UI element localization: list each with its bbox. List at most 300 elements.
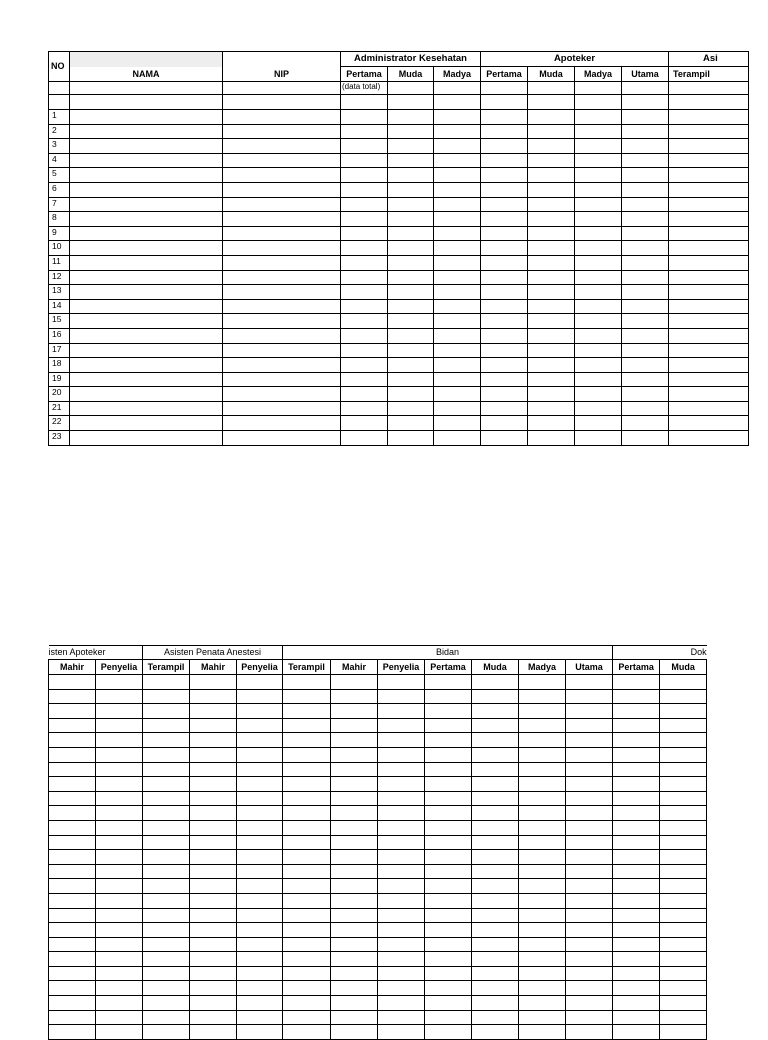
table-cell[interactable] (622, 270, 669, 285)
table-cell[interactable] (434, 95, 481, 110)
table-cell[interactable] (669, 401, 749, 416)
table-cell[interactable] (434, 285, 481, 300)
table-cell[interactable] (566, 893, 613, 908)
table-cell[interactable] (519, 879, 566, 894)
table-cell[interactable] (49, 981, 96, 996)
table-cell[interactable] (519, 791, 566, 806)
table-cell[interactable] (237, 806, 283, 821)
table-cell[interactable] (70, 358, 223, 373)
table-cell[interactable] (96, 1010, 143, 1025)
table-cell[interactable] (49, 952, 96, 967)
table-cell[interactable] (190, 689, 237, 704)
table-cell[interactable] (237, 908, 283, 923)
table-cell[interactable] (331, 791, 378, 806)
table-cell[interactable] (472, 689, 519, 704)
table-cell[interactable] (528, 285, 575, 300)
table-cell[interactable] (388, 124, 434, 139)
table-cell[interactable] (237, 923, 283, 938)
table-cell[interactable] (425, 791, 472, 806)
table-cell[interactable] (223, 95, 341, 110)
table-cell[interactable] (331, 966, 378, 981)
table-cell[interactable] (70, 431, 223, 446)
table-cell[interactable] (472, 996, 519, 1011)
table-cell[interactable] (49, 820, 96, 835)
table-cell[interactable] (434, 197, 481, 212)
table-cell[interactable] (331, 937, 378, 952)
table-cell[interactable] (613, 806, 660, 821)
table-cell[interactable] (143, 704, 190, 719)
table-cell[interactable] (388, 314, 434, 329)
table-cell[interactable] (49, 777, 96, 792)
table-cell[interactable] (575, 168, 622, 183)
table-cell[interactable] (434, 372, 481, 387)
table-cell[interactable] (237, 864, 283, 879)
table-cell[interactable] (519, 908, 566, 923)
table-cell[interactable] (481, 431, 528, 446)
table-cell[interactable] (566, 762, 613, 777)
table-cell[interactable] (425, 966, 472, 981)
table-cell[interactable] (143, 675, 190, 690)
table-cell[interactable] (481, 270, 528, 285)
table-cell[interactable] (669, 82, 749, 95)
table-cell[interactable] (96, 908, 143, 923)
table-cell[interactable] (669, 182, 749, 197)
table-cell[interactable] (434, 416, 481, 431)
table-cell[interactable] (528, 343, 575, 358)
table-cell[interactable] (472, 704, 519, 719)
table-cell[interactable] (70, 401, 223, 416)
table-cell[interactable] (660, 923, 707, 938)
table-cell[interactable] (472, 937, 519, 952)
table-cell[interactable] (283, 835, 331, 850)
table-cell[interactable] (613, 820, 660, 835)
table-cell[interactable] (660, 937, 707, 952)
table-cell[interactable] (143, 850, 190, 865)
table-cell[interactable] (575, 82, 622, 95)
table-cell[interactable] (669, 270, 749, 285)
table-cell[interactable] (96, 747, 143, 762)
table-cell[interactable] (613, 923, 660, 938)
table-cell[interactable] (378, 908, 425, 923)
table-cell[interactable] (143, 762, 190, 777)
table-cell[interactable] (96, 952, 143, 967)
table-cell[interactable] (49, 733, 96, 748)
table-cell[interactable] (223, 431, 341, 446)
table-cell[interactable] (331, 923, 378, 938)
table-cell[interactable] (472, 879, 519, 894)
table-cell[interactable] (190, 806, 237, 821)
table-cell[interactable] (283, 893, 331, 908)
table-cell[interactable] (341, 226, 388, 241)
table-cell[interactable] (660, 733, 707, 748)
table-cell[interactable] (388, 401, 434, 416)
table-cell[interactable] (425, 879, 472, 894)
table-cell[interactable] (378, 762, 425, 777)
table-cell[interactable] (519, 675, 566, 690)
table-cell[interactable] (223, 314, 341, 329)
table-cell[interactable] (237, 762, 283, 777)
table-cell[interactable] (388, 372, 434, 387)
table-cell[interactable] (669, 95, 749, 110)
table-cell[interactable] (622, 358, 669, 373)
table-cell[interactable] (190, 791, 237, 806)
table-cell[interactable] (481, 182, 528, 197)
table-cell[interactable] (237, 791, 283, 806)
table-cell[interactable] (669, 139, 749, 154)
table-cell[interactable] (223, 197, 341, 212)
table-cell[interactable] (613, 762, 660, 777)
table-cell[interactable] (519, 981, 566, 996)
table-cell[interactable] (613, 996, 660, 1011)
table-cell[interactable] (96, 996, 143, 1011)
table-cell[interactable] (341, 241, 388, 256)
table-cell[interactable] (481, 285, 528, 300)
table-cell[interactable] (613, 689, 660, 704)
table-cell[interactable] (49, 923, 96, 938)
table-cell[interactable] (481, 387, 528, 402)
table-cell[interactable] (481, 401, 528, 416)
table-cell[interactable] (49, 1010, 96, 1025)
table-cell[interactable] (622, 255, 669, 270)
table-cell[interactable] (49, 850, 96, 865)
table-cell[interactable] (622, 343, 669, 358)
table-cell[interactable] (49, 718, 96, 733)
table-cell[interactable] (237, 704, 283, 719)
table-cell[interactable] (331, 675, 378, 690)
table-cell[interactable] (528, 110, 575, 125)
table-cell[interactable] (472, 733, 519, 748)
table-cell[interactable] (341, 197, 388, 212)
table-cell[interactable] (378, 689, 425, 704)
table-cell[interactable] (341, 372, 388, 387)
table-cell[interactable] (481, 124, 528, 139)
table-cell[interactable] (566, 981, 613, 996)
table-cell[interactable] (237, 1025, 283, 1040)
table-cell[interactable] (472, 777, 519, 792)
table-cell[interactable] (143, 1025, 190, 1040)
table-cell[interactable] (425, 689, 472, 704)
table-cell[interactable] (283, 820, 331, 835)
table-cell[interactable] (519, 952, 566, 967)
table-cell[interactable] (388, 255, 434, 270)
table-cell[interactable] (378, 835, 425, 850)
table-cell[interactable] (70, 255, 223, 270)
table-cell[interactable] (575, 401, 622, 416)
table-cell[interactable] (472, 835, 519, 850)
table-cell[interactable] (96, 937, 143, 952)
table-cell[interactable] (519, 1025, 566, 1040)
table-cell[interactable] (575, 226, 622, 241)
table-cell[interactable] (434, 299, 481, 314)
table-cell[interactable] (575, 285, 622, 300)
table-cell[interactable] (566, 806, 613, 821)
table-cell[interactable] (613, 864, 660, 879)
table-cell[interactable] (472, 923, 519, 938)
table-cell[interactable] (341, 182, 388, 197)
table-cell[interactable] (472, 791, 519, 806)
table-cell[interactable] (434, 139, 481, 154)
table-cell[interactable] (622, 226, 669, 241)
table-cell[interactable] (575, 416, 622, 431)
table-cell[interactable] (575, 95, 622, 110)
table-cell[interactable] (575, 358, 622, 373)
table-cell[interactable] (566, 835, 613, 850)
table-cell[interactable] (283, 675, 331, 690)
table-cell[interactable] (331, 689, 378, 704)
table-cell[interactable] (223, 299, 341, 314)
table-cell[interactable] (472, 747, 519, 762)
table-cell[interactable] (223, 255, 341, 270)
table-cell[interactable] (622, 431, 669, 446)
table-cell[interactable] (96, 820, 143, 835)
table-cell[interactable] (669, 226, 749, 241)
table-cell[interactable] (472, 806, 519, 821)
table-cell[interactable] (70, 226, 223, 241)
table-cell[interactable] (190, 879, 237, 894)
table-cell[interactable] (143, 777, 190, 792)
table-cell[interactable] (425, 806, 472, 821)
table-cell[interactable] (660, 1010, 707, 1025)
table-cell[interactable] (669, 431, 749, 446)
table-cell[interactable] (622, 110, 669, 125)
table-cell[interactable] (237, 820, 283, 835)
table-cell[interactable] (613, 718, 660, 733)
table-cell[interactable] (96, 966, 143, 981)
table-cell[interactable] (613, 893, 660, 908)
table-cell[interactable] (49, 1025, 96, 1040)
table-cell[interactable] (434, 82, 481, 95)
table-cell[interactable] (472, 893, 519, 908)
table-cell[interactable] (378, 820, 425, 835)
table-cell[interactable] (669, 212, 749, 227)
table-cell[interactable] (660, 835, 707, 850)
table-cell[interactable] (70, 343, 223, 358)
table-cell[interactable] (519, 762, 566, 777)
table-cell[interactable] (622, 153, 669, 168)
table-cell[interactable] (660, 704, 707, 719)
table-cell[interactable] (481, 241, 528, 256)
table-cell[interactable] (283, 704, 331, 719)
table-cell[interactable] (388, 212, 434, 227)
table-cell[interactable] (96, 704, 143, 719)
table-cell[interactable] (49, 879, 96, 894)
table-cell[interactable] (669, 168, 749, 183)
table-cell[interactable] (223, 328, 341, 343)
table-cell[interactable] (378, 923, 425, 938)
table-cell[interactable] (425, 704, 472, 719)
table-cell[interactable] (341, 343, 388, 358)
table-cell[interactable] (481, 299, 528, 314)
table-cell[interactable] (143, 718, 190, 733)
table-cell[interactable] (388, 241, 434, 256)
table-cell[interactable] (669, 153, 749, 168)
table-cell[interactable] (331, 1010, 378, 1025)
table-cell[interactable] (49, 806, 96, 821)
table-cell[interactable] (613, 879, 660, 894)
table-cell[interactable] (481, 197, 528, 212)
table-cell[interactable] (223, 401, 341, 416)
table-cell[interactable] (519, 850, 566, 865)
table-cell[interactable] (519, 718, 566, 733)
table-cell[interactable] (519, 864, 566, 879)
table-cell[interactable] (528, 255, 575, 270)
table-cell[interactable] (434, 255, 481, 270)
table-cell[interactable] (660, 908, 707, 923)
table-cell[interactable] (331, 820, 378, 835)
table-cell[interactable] (481, 139, 528, 154)
table-cell[interactable] (669, 372, 749, 387)
table-cell[interactable] (190, 952, 237, 967)
table-cell[interactable] (566, 820, 613, 835)
table-cell[interactable] (70, 328, 223, 343)
table-cell[interactable] (481, 372, 528, 387)
table-cell[interactable] (669, 255, 749, 270)
table-cell[interactable] (425, 937, 472, 952)
table-cell[interactable] (434, 401, 481, 416)
table-cell[interactable] (669, 343, 749, 358)
table-cell[interactable] (223, 285, 341, 300)
table-cell[interactable] (96, 777, 143, 792)
table-cell[interactable] (70, 153, 223, 168)
table-cell[interactable] (143, 879, 190, 894)
table-cell[interactable] (190, 850, 237, 865)
table-cell[interactable] (660, 893, 707, 908)
table-cell[interactable] (660, 718, 707, 733)
table-cell[interactable] (425, 1010, 472, 1025)
table-cell[interactable] (622, 387, 669, 402)
table-cell[interactable] (223, 168, 341, 183)
table-cell[interactable] (622, 124, 669, 139)
table-cell[interactable] (425, 675, 472, 690)
table-cell[interactable] (622, 82, 669, 95)
table-cell[interactable] (341, 358, 388, 373)
table-cell[interactable] (528, 139, 575, 154)
table-cell[interactable] (575, 124, 622, 139)
table-cell[interactable] (223, 182, 341, 197)
table-cell[interactable] (96, 791, 143, 806)
table-cell[interactable] (472, 820, 519, 835)
table-cell[interactable] (660, 777, 707, 792)
table-cell[interactable] (472, 718, 519, 733)
table-cell[interactable] (481, 110, 528, 125)
table-cell[interactable] (96, 923, 143, 938)
table-cell[interactable] (190, 966, 237, 981)
table-cell[interactable] (143, 1010, 190, 1025)
table-cell[interactable] (96, 850, 143, 865)
table-cell[interactable] (237, 850, 283, 865)
table-cell[interactable] (331, 777, 378, 792)
table-cell[interactable] (434, 110, 481, 125)
table-cell[interactable] (566, 1025, 613, 1040)
table-cell[interactable] (331, 879, 378, 894)
table-cell[interactable] (519, 733, 566, 748)
table-cell[interactable] (660, 747, 707, 762)
table-cell[interactable] (341, 95, 388, 110)
table-cell[interactable] (566, 850, 613, 865)
table-cell[interactable] (613, 937, 660, 952)
table-cell[interactable] (341, 270, 388, 285)
table-cell[interactable] (613, 981, 660, 996)
table-cell[interactable] (143, 864, 190, 879)
table-cell[interactable] (566, 791, 613, 806)
table-cell[interactable] (388, 328, 434, 343)
table-cell[interactable] (481, 255, 528, 270)
table-cell[interactable] (331, 908, 378, 923)
table-cell[interactable] (472, 762, 519, 777)
table-cell[interactable] (528, 212, 575, 227)
table-cell[interactable] (575, 314, 622, 329)
table-cell[interactable] (434, 124, 481, 139)
table-cell[interactable] (434, 387, 481, 402)
table-cell[interactable] (660, 791, 707, 806)
table-cell[interactable] (237, 777, 283, 792)
table-cell[interactable] (566, 718, 613, 733)
table-cell[interactable] (96, 689, 143, 704)
table-cell[interactable] (434, 328, 481, 343)
table-cell[interactable] (378, 718, 425, 733)
table-cell[interactable] (613, 966, 660, 981)
table-cell[interactable] (519, 806, 566, 821)
table-cell[interactable] (613, 733, 660, 748)
table-cell[interactable] (341, 401, 388, 416)
table-cell[interactable] (566, 966, 613, 981)
table-cell[interactable] (331, 733, 378, 748)
table-cell[interactable] (472, 850, 519, 865)
table-cell[interactable] (622, 416, 669, 431)
table-cell[interactable] (70, 387, 223, 402)
table-cell[interactable] (660, 689, 707, 704)
table-cell[interactable] (70, 182, 223, 197)
table-cell[interactable] (143, 835, 190, 850)
table-cell[interactable] (425, 718, 472, 733)
table-cell[interactable] (331, 835, 378, 850)
table-cell[interactable] (143, 689, 190, 704)
table-cell[interactable] (622, 182, 669, 197)
table-cell[interactable] (143, 996, 190, 1011)
table-cell[interactable] (190, 718, 237, 733)
table-cell[interactable] (622, 285, 669, 300)
table-cell[interactable] (96, 893, 143, 908)
table-cell[interactable] (528, 153, 575, 168)
table-cell[interactable] (660, 966, 707, 981)
table-cell[interactable] (70, 270, 223, 285)
table-cell[interactable] (341, 299, 388, 314)
table-cell[interactable] (622, 241, 669, 256)
table-cell[interactable] (96, 864, 143, 879)
table-cell[interactable] (70, 314, 223, 329)
table-cell[interactable] (70, 82, 223, 95)
table-cell[interactable] (425, 908, 472, 923)
table-cell[interactable] (143, 966, 190, 981)
table-cell[interactable] (519, 747, 566, 762)
table-cell[interactable] (613, 850, 660, 865)
table-cell[interactable] (566, 777, 613, 792)
table-cell[interactable] (237, 966, 283, 981)
table-cell[interactable] (669, 299, 749, 314)
table-cell[interactable] (660, 1025, 707, 1040)
table-cell[interactable] (388, 343, 434, 358)
table-cell[interactable] (378, 704, 425, 719)
table-cell[interactable] (519, 689, 566, 704)
table-cell[interactable] (341, 212, 388, 227)
table-cell[interactable] (237, 689, 283, 704)
table-cell[interactable] (660, 952, 707, 967)
table-cell[interactable] (575, 387, 622, 402)
table-cell[interactable] (341, 153, 388, 168)
table-cell[interactable] (378, 937, 425, 952)
table-cell[interactable] (190, 835, 237, 850)
table-cell[interactable] (70, 168, 223, 183)
